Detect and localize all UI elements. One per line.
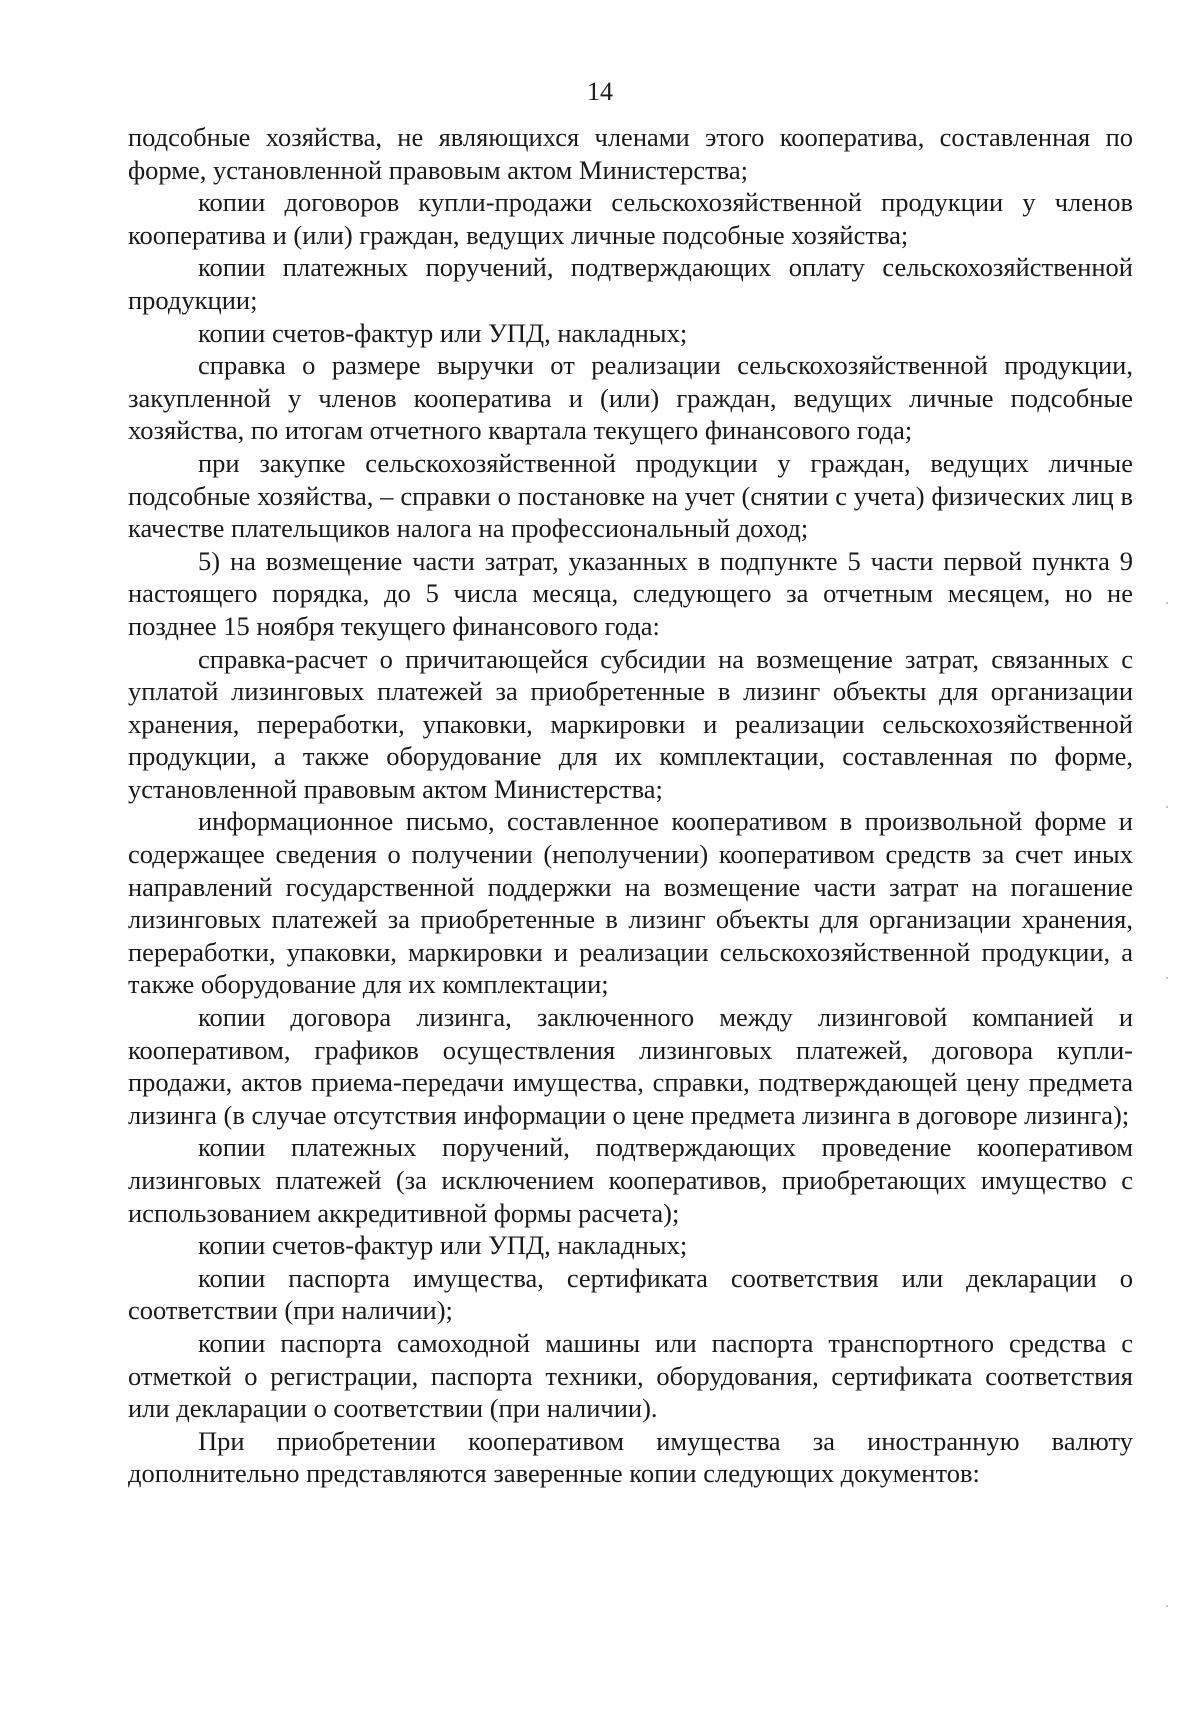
- paragraph: справка о размере выручки от реализации сельскохозяйственной продукции, закупленной у членов кооператива и (или) граждан, ведущих личные подсобные хозяйства, по итогам отчетного квартала текущего финансового года;: [128, 350, 1133, 446]
- paragraph: копии платежных поручений, подтверждающих проведение кооперативом лизинговых платежей (за исключением кооперативов, приобретающих имущество с использованием аккредитивной формы расчета);: [128, 1132, 1133, 1228]
- scan-speck: [1166, 977, 1168, 979]
- paragraph: информационное письмо, составленное кооперативом в произвольной форме и содержащее сведения о получении (неполучении) кооперативом средств за счет иных направлений государственной поддержки на возмещение части затрат на погашение лизинговых платежей за приобретенные в лизинг объекты для организации хранения, переработки, упаковки, маркировки и реализации сельскохозяйственной продукции, а также оборудование для их комплектации;: [128, 806, 1133, 1000]
- page-number: 14: [587, 77, 613, 106]
- paragraph: копии договоров купли-продажи сельскохозяйственной продукции у членов кооператива и (или) граждан, ведущих личные подсобные хозяйства;: [128, 187, 1133, 250]
- paragraph: копии платежных поручений, подтверждающих оплату сельскохозяйственной продукции;: [128, 252, 1133, 315]
- paragraph: При приобретении кооперативом имущества за иностранную валюту дополнительно представляются заверенные копии следующих документов:: [128, 1425, 1133, 1489]
- paragraph: при закупке сельскохозяйственной продукции у граждан, ведущих личные подсобные хозяйства, – справки о постановке на учет (снятии с учета) физических лиц в качестве плательщиков налога на профессиональный доход;: [128, 447, 1133, 544]
- paragraph: копии счетов-фактур или УПД, накладных;: [198, 317, 688, 348]
- paragraph: подсобные хозяйства, не являющихся членами этого кооператива, составленная по форме, установленной правовым актом Министерства;: [128, 122, 1133, 185]
- paragraph: 5) на возмещение части затрат, указанных в подпункте 5 части первой пункта 9 настоящего порядка, до 5 числа месяца, следующего за отчетным месяцем, но не позднее 15 ноября текущего финансового года:: [128, 545, 1133, 641]
- paragraph: копии паспорта имущества, сертификата соответствия или декларации о соответствии (при наличии);: [128, 1262, 1133, 1326]
- paragraph: копии паспорта самоходной машины или паспорта транспортного средства с отметкой о регистрации, паспорта техники, оборудования, сертификата соответствия или декларации о соответствии (при наличии).: [128, 1327, 1133, 1424]
- scan-speck: [1166, 602, 1168, 604]
- paragraph: копии счетов-фактур или УПД, накладных;: [198, 1230, 688, 1261]
- document-body: [128, 121, 1133, 1490]
- paragraph: справка-расчет о причитающейся субсидии на возмещение затрат, связанных с уплатой лизинговых платежей за приобретенные в лизинг объекты для организации хранения, переработки, упаковки, маркировки и реализации сельскохозяйственной продукции, а также оборудование для их комплектации, составленная по форме, установленной правовым актом Министерства;: [128, 643, 1133, 804]
- scan-speck: [1166, 1605, 1168, 1607]
- scan-speck: [1166, 806, 1168, 808]
- paragraph: копии договора лизинга, заключенного между лизинговой компанией и кооперативом, графиков осуществления лизинговых платежей, договора купли-продажи, актов приема-передачи имущества, справки, подтверждающей цену предмета лизинга (в случае отсутствия информации о цене предмета лизинга в договоре лизинга);: [128, 1002, 1133, 1130]
